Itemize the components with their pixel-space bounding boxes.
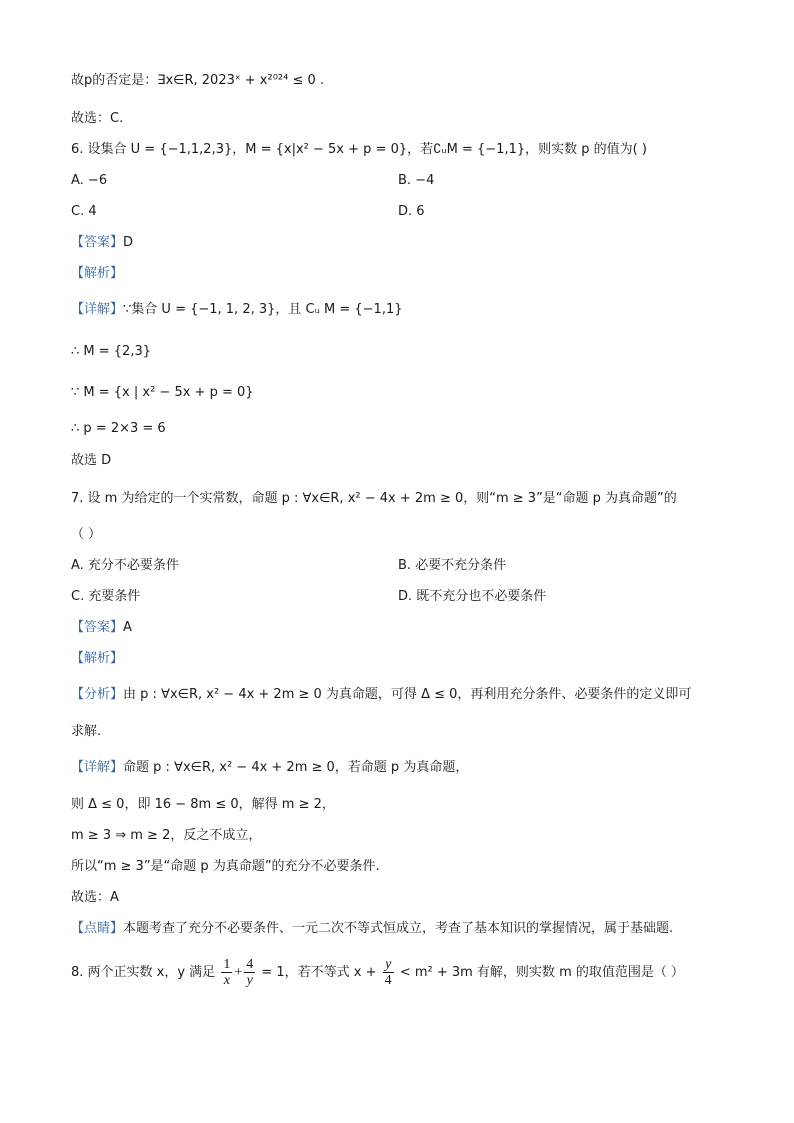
q8-fraction-3-num: y bbox=[383, 957, 394, 973]
q6-analysis-tag: 【解析】 bbox=[71, 266, 124, 281]
line-choose-c: 故选：C. bbox=[71, 111, 124, 126]
q8-fraction-3 bbox=[383, 957, 394, 988]
q6-option-b: B. −4 bbox=[398, 173, 435, 188]
q6-answer bbox=[71, 234, 133, 252]
q7-option-b: B. 必要不充分条件 bbox=[398, 558, 507, 573]
analysis-tag: 【分析】 bbox=[71, 687, 124, 702]
q8-fraction-2-num: 4 bbox=[246, 957, 254, 972]
q7-remark bbox=[71, 920, 673, 938]
q7-option-a: A. 充分不必要条件 bbox=[71, 558, 179, 573]
q8-fraction-1-den: x bbox=[223, 973, 230, 988]
question-7: 7. 设 m 为给定的一个实常数，命题 p : ∀x∈R, x² − 4x + 2m ≥ 0，则“m ≥ 3”是“命题 p 为真命题”的 bbox=[71, 491, 677, 506]
q6-detail-1 bbox=[71, 301, 403, 319]
detail-tag: 【详解】 bbox=[71, 760, 124, 775]
q6-detail-4: ∴ p = 2×3 = 6 bbox=[71, 421, 166, 436]
q6-option-a: A. −6 bbox=[71, 173, 108, 188]
q7-paren: （ ） bbox=[71, 527, 102, 542]
question-6: 6. 设集合 U = {−1,1,2,3}，M = {x|x² − 5x + p = 0}，若∁ᵤM = {−1,1}，则实数 p 的值为( ) bbox=[71, 142, 647, 157]
q8-middle: = 1，若不等式 x + bbox=[261, 965, 377, 980]
detail-tag: 【详解】 bbox=[71, 302, 124, 317]
q8-suffix: < m² + 3m 有解，则实数 m 的取值范围是（ ） bbox=[399, 965, 684, 980]
remark-text: 本题考查了充分不必要条件、一元二次不等式恒成立，考查了基本知识的掌握情况，属于基础题. bbox=[123, 921, 674, 936]
q7-detail-4: 所以“m ≥ 3”是“命题 p 为真命题”的充分不必要条件. bbox=[71, 859, 380, 874]
q8-fraction-1-num: 1 bbox=[223, 957, 231, 972]
detail-text: ∵集合 U = {−1, 1, 2, 3}，且 Cᵤ M = {−1,1} bbox=[123, 302, 403, 317]
q6-detail-3: ∵ M = {x | x² − 5x + p = 0} bbox=[71, 385, 254, 400]
q8-fraction-3-den: 4 bbox=[384, 973, 392, 988]
q6-option-c: C. 4 bbox=[71, 204, 97, 219]
q7-analysis-2: 求解. bbox=[71, 724, 102, 739]
q7-detail-2: 则 Δ ≤ 0，即 16 − 8m ≤ 0，解得 m ≥ 2， bbox=[71, 797, 335, 812]
q7-option-d: D. 既不充分也不必要条件 bbox=[398, 589, 547, 604]
q8-prefix: 8. 两个正实数 x，y 满足 bbox=[71, 965, 216, 980]
remark-tag: 【点睛】 bbox=[71, 921, 124, 936]
q7-option-c: C. 充要条件 bbox=[71, 589, 141, 604]
q6-option-d: D. 6 bbox=[398, 204, 425, 219]
q8-fraction-2-den: y bbox=[246, 973, 253, 988]
answer-value: D bbox=[123, 235, 134, 250]
q7-analysis-1 bbox=[71, 686, 691, 704]
detail-text: 命题 p : ∀x∈R, x² − 4x + 2m ≥ 0，若命题 p 为真命题， bbox=[123, 760, 469, 775]
q8-fraction-1 bbox=[221, 957, 232, 988]
answer-tag: 【答案】 bbox=[71, 235, 124, 250]
q7-analysis-tag: 【解析】 bbox=[71, 651, 124, 666]
q6-detail-2: ∴ M = {2,3} bbox=[71, 344, 151, 359]
answer-tag: 【答案】 bbox=[71, 620, 124, 635]
q7-detail-3: m ≥ 3 ⇒ m ≥ 2，反之不成立， bbox=[71, 828, 262, 843]
answer-value: A bbox=[123, 620, 132, 635]
q7-answer bbox=[71, 619, 132, 637]
q7-conclusion: 故选：A bbox=[71, 890, 119, 905]
analysis-text: 由 p : ∀x∈R, x² − 4x + 2m ≥ 0 为真命题，可得 Δ ≤ 0，再利用充分条件、必要条件的定义即可 bbox=[123, 687, 692, 702]
q8-fraction-2 bbox=[244, 957, 255, 988]
q8-plus: + bbox=[234, 965, 243, 980]
q7-detail-1 bbox=[71, 759, 468, 777]
question-8 bbox=[71, 956, 684, 990]
line-negation: 故p的否定是：∃x∈R, 2023ˣ + x²⁰²⁴ ≤ 0 . bbox=[71, 73, 325, 88]
q6-conclusion: 故选 D bbox=[71, 453, 112, 468]
